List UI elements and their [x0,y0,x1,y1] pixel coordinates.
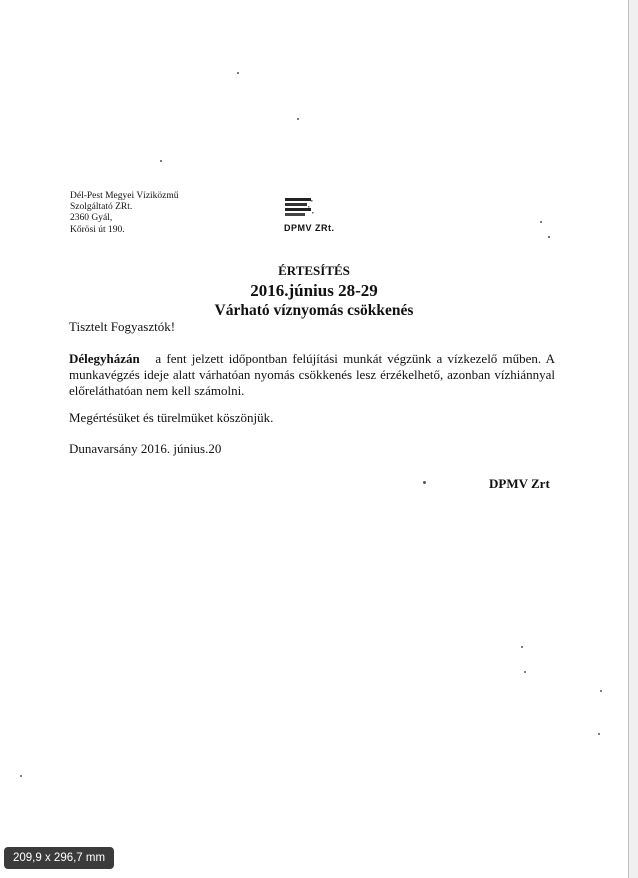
sender-address [70,191,179,236]
sender-line: 2360 Gyál, [70,213,113,224]
body-text: a fent jelzett időpontban felújítási munkát végzünk a vízkezelő műben. A munkavégzés ideje alatt várhatóan nyomás csökkenés lesz érzékelhető, azonban vízhiánnyal előreláthatóan nem kell számolni. [69,351,556,398]
scan-speck [297,118,299,120]
scan-speck [237,72,239,74]
signature: DPMV Zrt [489,476,550,491]
sender-line: Kőrösi út 190. [70,224,125,235]
notice-subject: Várható víznyomás csökkenés [214,302,414,319]
page-size-badge: 209,9 x 296,7 mm [4,847,114,869]
body-paragraph [69,351,555,399]
scan-speck [521,646,523,648]
scan-speck [548,236,550,238]
notice-title: ÉRTESÍTÉS [278,263,350,278]
notice-date: 2016.június 28-29 [250,281,378,300]
scan-speck [598,733,600,735]
scan-speck [524,671,526,673]
thanks-line: Megértésüket és türelmüket köszönjük. [69,410,274,425]
scan-speck [540,221,542,223]
location-name: Délegyházán [69,351,140,366]
scan-speck [423,481,426,484]
sender-line: Szolgáltató ZRt. [70,202,133,213]
sender-line: Dél-Pest Megyei Víziközmű [70,191,179,201]
scan-speck [600,690,602,692]
scan-speck [160,160,162,162]
place-date: Dunavarsány 2016. június.20 [69,441,222,456]
vertical-scrollbar[interactable] [629,0,638,878]
scan-speck [20,775,22,777]
greeting: Tisztelt Fogyasztók! [69,319,176,334]
logo-text: DPMV ZRt. [284,223,335,233]
